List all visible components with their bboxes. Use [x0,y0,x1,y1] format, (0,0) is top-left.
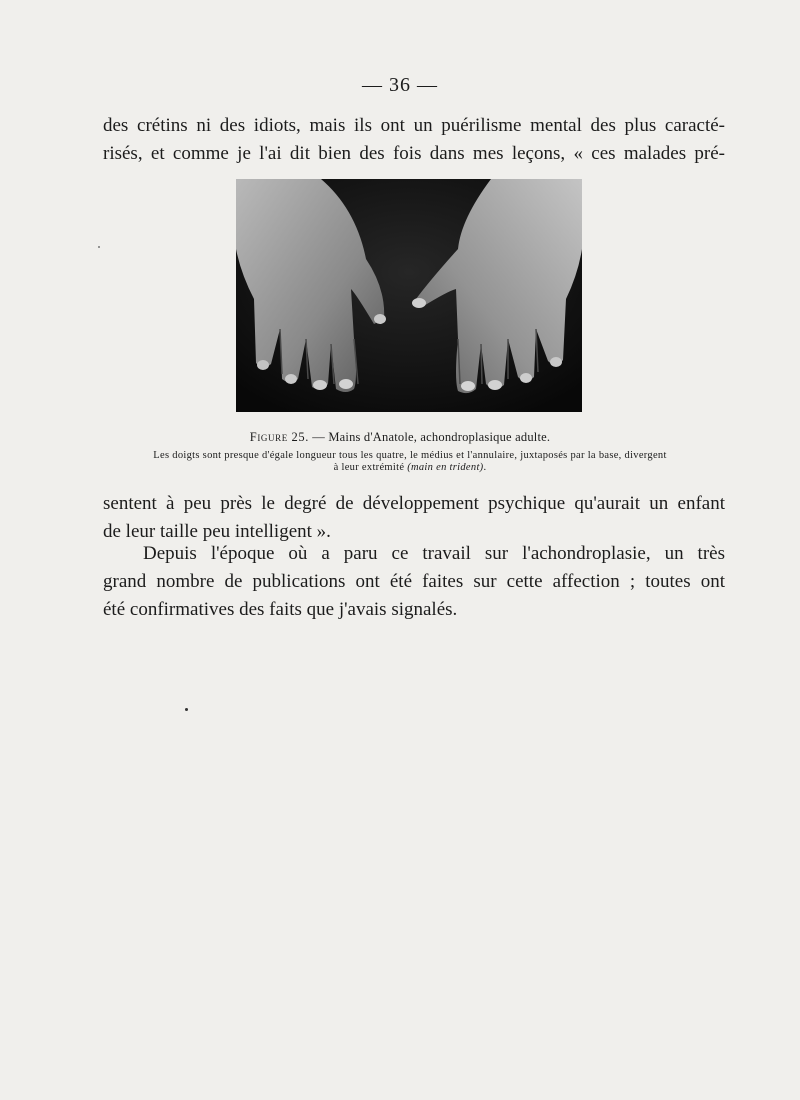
text-line: été confirmatives des faits que j'avais signalés. [103,599,458,620]
caption-text: Les doigts sont presque d'égale longueur tous les quatre, le médius et l'annulaire, juxtaposés par la base, divergent à leur extrémité [153,450,667,473]
caption-italic: (main en trident) [407,462,484,473]
figure-label: Figure 25. [249,430,309,444]
text-line: des crétins ni des idiots, mais ils ont un puérilisme mental des plus caracté- [103,115,725,136]
speck [185,708,188,711]
page-number: — 36 — [362,74,438,96]
figure-caption-title [0,430,800,445]
paragraph-top [103,112,725,168]
figure-title: — Mains d'Anatole, achondroplasique adulte. [308,430,551,444]
figure-caption-body [150,450,670,474]
text-line: risés, et comme je l'ai dit bien des fois dans mes leçons, « ces malades pré- [103,143,725,164]
figure-photo-hands [236,179,582,412]
paragraph-bottom [103,490,725,546]
speck [98,246,100,248]
text-line: sentent à peu près le degré de développement psychique qu'aurait un enfant [103,493,725,514]
hands-illustration [236,179,582,412]
text-line: Depuis l'époque où a paru ce travail sur l'achondroplasie, un très [143,543,725,564]
caption-end: . [483,462,487,473]
text-line: grand nombre de publications ont été faites sur cette affection ; toutes ont [103,571,725,592]
text-line: de leur taille peu intelligent ». [103,521,331,542]
paragraph-next [103,540,725,624]
